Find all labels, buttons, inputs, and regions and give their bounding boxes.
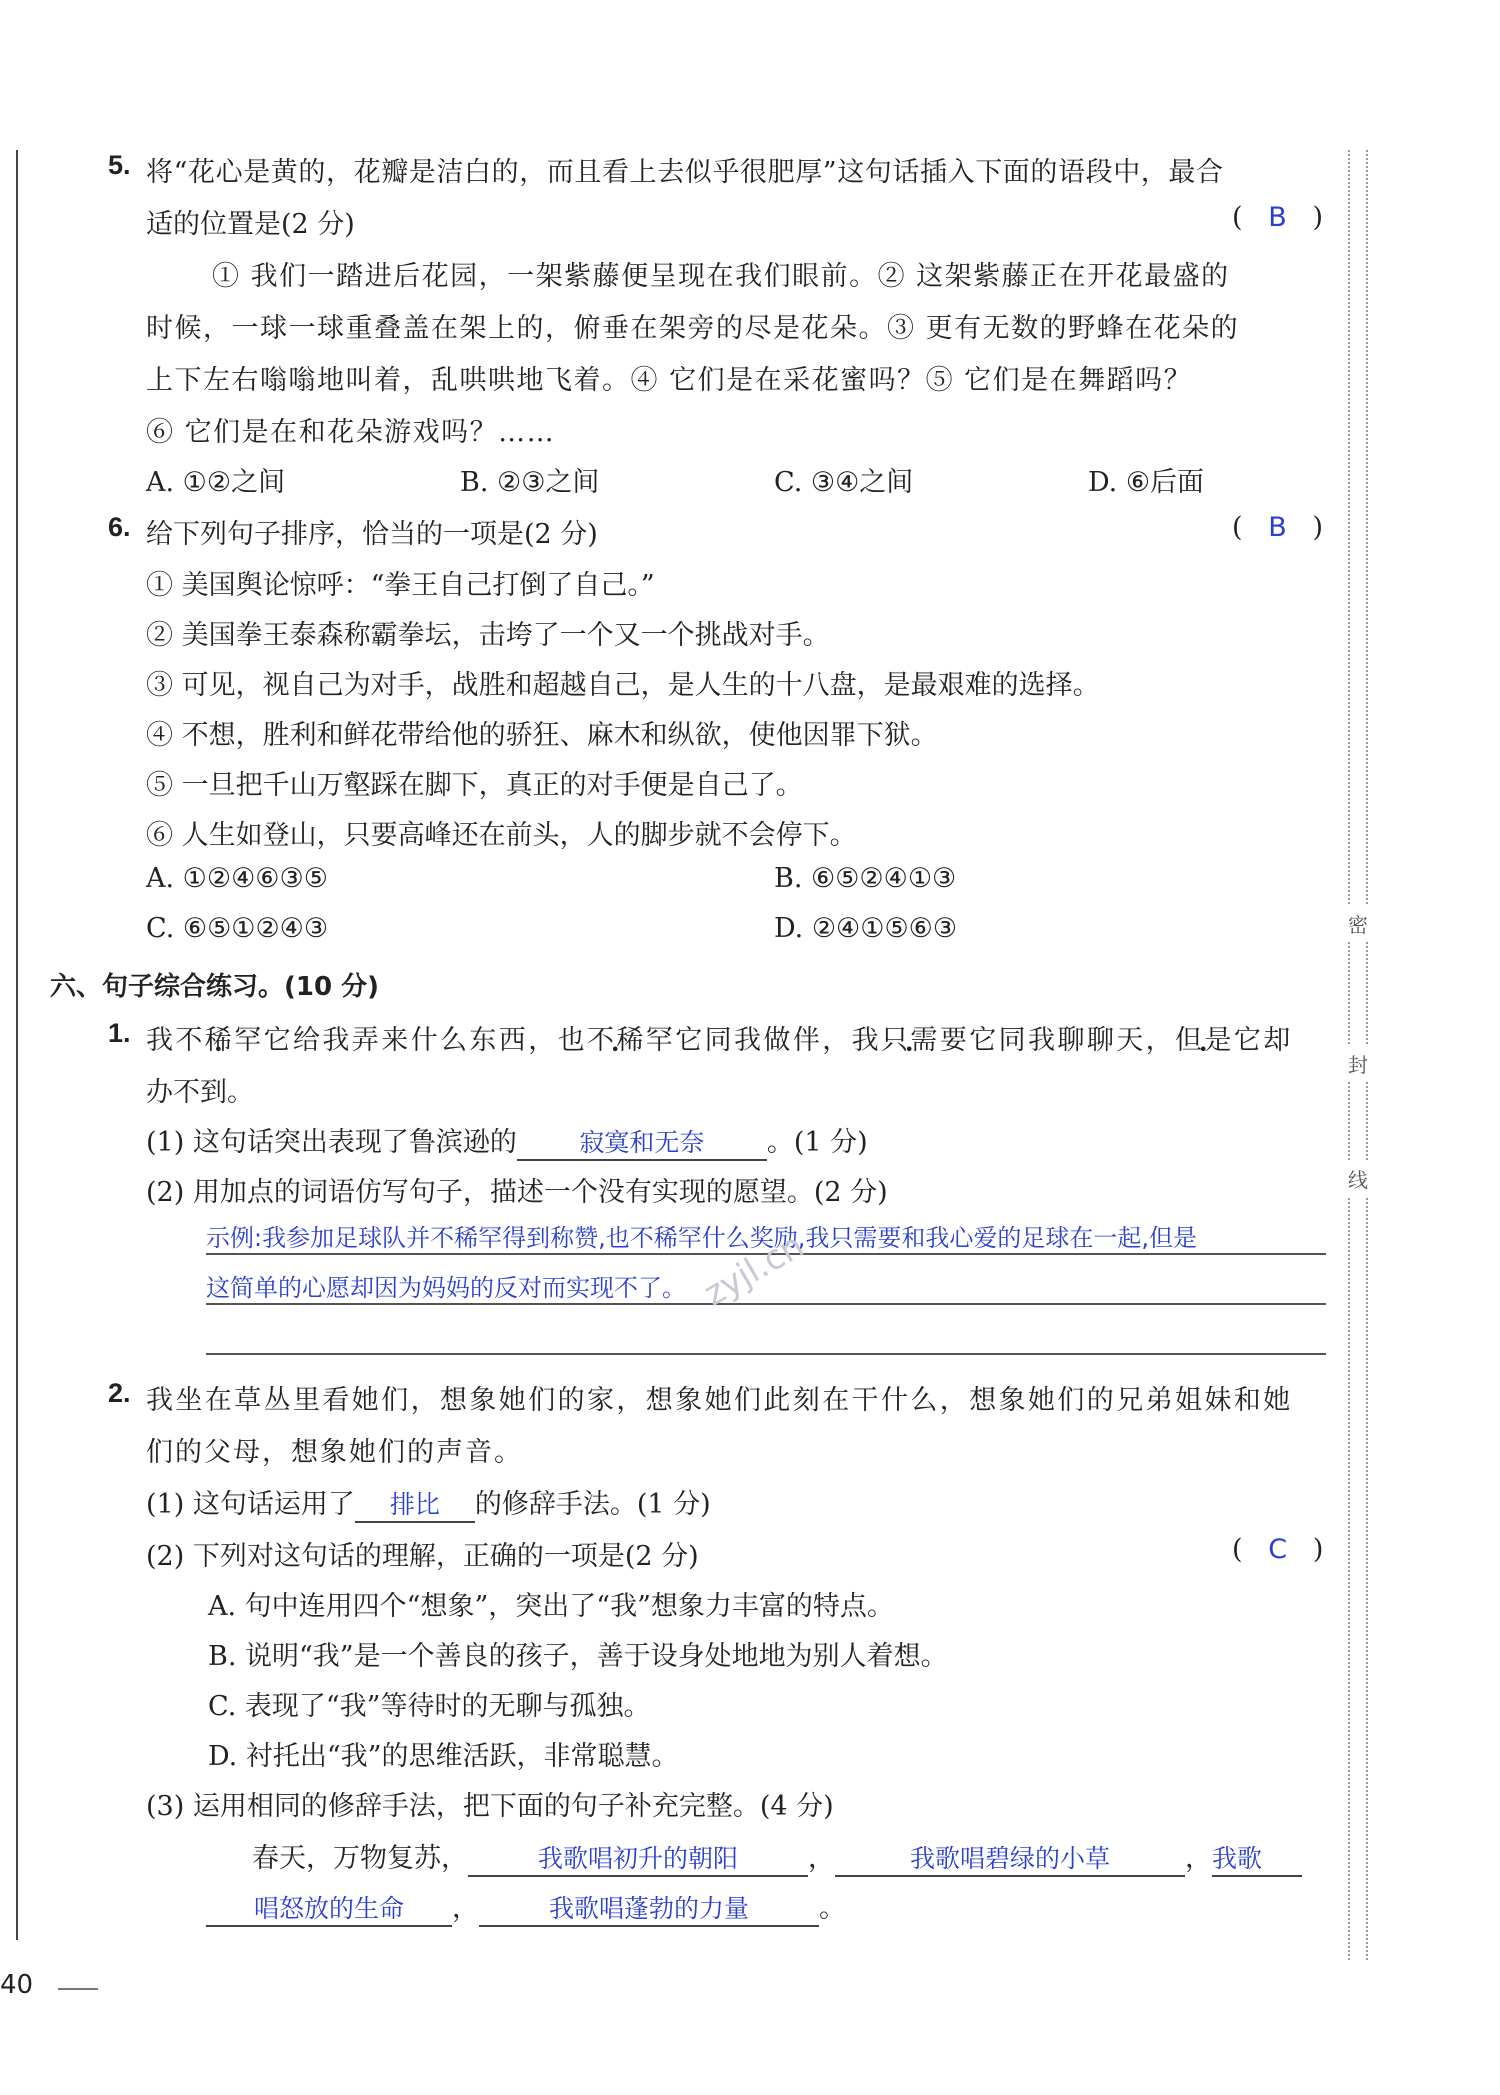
s6q2-answer: C (1268, 1534, 1288, 1565)
s6q1-text-i: 它却 (1233, 1025, 1293, 1056)
q5-answer: B (1268, 202, 1287, 233)
q6-stem: 给下列句子排序，恰当的一项是(2 分) (146, 519, 598, 550)
s6q1-sub2: (2) 用加点的词语仿写句子，描述一个没有实现的愿望。(2 分) (146, 1177, 888, 1208)
s6q2-sub3-line1 (252, 1836, 1302, 1877)
q5-option-b: B. ②③之间 (460, 467, 600, 498)
q5-option-c: C. ③④之间 (774, 467, 914, 498)
binding-char-xian: 线 (1343, 1160, 1373, 1197)
q6-sentence-1: ① 美国舆论惊呼：“拳王自己打倒了自己。” (146, 570, 655, 601)
q5-para-line4: ⑥ 它们是在和花朵游戏吗？…… (146, 417, 556, 448)
s6q1-sub1-answer[interactable]: 寂寞和无奈 (517, 1123, 767, 1161)
s6q2-option-d: D. 衬托出“我”的思维活跃，非常聪慧。 (208, 1741, 679, 1772)
page-number-rule (58, 1988, 98, 1990)
q5-number: 5. (108, 150, 131, 180)
q5-answer-bracket: ( B ) (1232, 202, 1324, 233)
s6q2-sub1-prompt: (1) 这句话运用了 (146, 1489, 355, 1520)
q6-option-b: B. ⑥⑤②④①③ (774, 863, 957, 894)
s6q2-sub1 (146, 1482, 711, 1523)
s6q1-text-a: 我 (146, 1025, 176, 1056)
s6q1-emph-wozhixuyao: 我只需要 (851, 1025, 970, 1056)
s6q2-number: 2. (108, 1378, 131, 1408)
s6q1-answer-rule-3 (206, 1353, 1326, 1355)
q5-para-line2: 时候，一球一球重叠盖在架上的，俯垂在架旁的尽是花朵。③ 更有无数的野蜂在花朵的 (146, 313, 1240, 344)
s6q1-sub1-score: 。(1 分) (766, 1127, 868, 1158)
s6q2-period: 。 (819, 1893, 846, 1924)
s6q1-line1 (146, 1018, 1293, 1057)
watermark: zyjl.cn (697, 1225, 811, 1315)
s6q2-comma-2: ， (1185, 1843, 1212, 1874)
page-number: 40 (0, 1970, 34, 2000)
q5-stem-line1: 将“花心是黄的，花瓣是洁白的，而且看上去似乎很肥厚”这句话插入下面的语段中，最合 (146, 157, 1224, 188)
s6q1-sub2-answer-line2[interactable]: 这简单的心愿却因为妈妈的反对而实现不了。 (206, 1274, 686, 1302)
q6-answer: B (1268, 512, 1287, 543)
s6q2-option-c: C. 表现了“我”等待时的无聊与孤独。 (208, 1691, 651, 1722)
q6-option-a: A. ①②④⑥③⑤ (146, 863, 328, 894)
s6q2-sub3-answer-3a[interactable]: 我歌 (1212, 1839, 1302, 1877)
q6-sentence-2: ② 美国拳王泰森称霸拳坛，击垮了一个又一个挑战对手。 (146, 620, 830, 651)
left-margin-line (16, 150, 18, 1940)
q6-answer-bracket: ( B ) (1232, 512, 1324, 543)
q6-option-d: D. ②④①⑤⑥③ (774, 913, 958, 944)
q6-sentence-3: ③ 可见，视自己为对手，战胜和超越自己，是人生的十八盘，是最艰难的选择。 (146, 670, 1100, 701)
s6q2-sub3-answer-4[interactable]: 我歌唱蓬勃的力量 (479, 1889, 819, 1927)
s6q1-answer-rule-2 (206, 1303, 1326, 1305)
s6q2-answer-bracket: ( C ) (1232, 1534, 1324, 1565)
s6q2-sub3-answer-1[interactable]: 我歌唱初升的朝阳 (468, 1839, 808, 1877)
s6q2-line2: 们的父母，想象她们的声音。 (146, 1437, 523, 1468)
binding-char-feng: 封 (1343, 1045, 1373, 1082)
q6-option-c: C. ⑥⑤①②④③ (146, 913, 329, 944)
section-6-title: 六、句子综合练习。(10 分) (50, 972, 379, 1002)
s6q2-sub3-answer-2[interactable]: 我歌唱碧绿的小草 (835, 1839, 1185, 1877)
s6q2-sub3-answer-3b[interactable]: 唱怒放的生命 (206, 1889, 452, 1927)
q5-option-d: D. ⑥后面 (1088, 467, 1205, 498)
q5-option-a: A. ①②之间 (146, 467, 286, 498)
s6q1-sub2-answer-line1[interactable]: 示例:我参加足球队并不稀罕得到称赞,也不稀罕什么奖励,我只需要和我心爱的足球在一起,但是 (206, 1224, 1197, 1252)
s6q1-text-c: 它给我弄来什么东西， (263, 1025, 558, 1056)
s6q2-sub3-line2 (206, 1886, 846, 1927)
s6q2-comma-3: ， (452, 1893, 479, 1924)
q6-number: 6. (108, 512, 131, 542)
q6-sentence-5: ⑤ 一旦把千山万壑踩在脚下，真正的对手便是自己了。 (146, 770, 803, 801)
s6q2-option-a: A. 句中连用四个“想象”，突出了“我”想象力丰富的特点。 (208, 1591, 894, 1622)
s6q1-sub1-prompt: (1) 这句话突出表现了鲁滨逊的 (146, 1127, 517, 1158)
binding-char-mi: 密 (1343, 905, 1373, 942)
q5-stem-line2: 适的位置是(2 分) (146, 209, 355, 240)
s6q1-text-e: 它同我做伴， (675, 1025, 852, 1056)
q6-sentence-6: ⑥ 人生如登山，只要高峰还在前头，人的脚步就不会停下。 (146, 820, 857, 851)
s6q2-sub3: (3) 运用相同的修辞手法，把下面的句子补充完整。(4 分) (146, 1791, 834, 1822)
s6q2-sub1-score: 的修辞手法。(1 分) (474, 1489, 711, 1520)
q5-para-line3: 上下左右嗡嗡地叫着，乱哄哄地飞着。④ 它们是在采花蜜吗？⑤ 它们是在舞蹈吗？ (146, 365, 1193, 396)
s6q1-number: 1. (108, 1018, 131, 1048)
s6q1-line2: 办不到。 (146, 1077, 254, 1108)
q5-para-line1: ① 我们一踏进后花园，一架紫藤便呈现在我们眼前。② 这架紫藤正在开花最盛的 (212, 261, 1230, 292)
s6q2-sub3-prefix: 春天，万物复苏， (252, 1843, 468, 1874)
s6q1-emph-danshi: 但是 (1175, 1025, 1234, 1056)
s6q1-emph-buxihan: 不稀罕 (175, 1025, 264, 1056)
s6q2-sub2: (2) 下列对这句话的理解，正确的一项是(2 分) (146, 1541, 699, 1572)
s6q1-sub1 (146, 1120, 868, 1161)
s6q1-text-g: 它同我聊聊天， (969, 1025, 1176, 1056)
s6q2-sub1-answer[interactable]: 排比 (355, 1485, 475, 1523)
q6-sentence-4: ④ 不想，胜利和鲜花带给他的骄狂、麻木和纵欲，使他因罪下狱。 (146, 720, 938, 751)
s6q1-emph-yebuxihan: 也不稀罕 (557, 1025, 676, 1056)
s6q2-option-b: B. 说明“我”是一个善良的孩子，善于设身处地地为别人着想。 (208, 1641, 948, 1672)
s6q2-comma-1: ， (808, 1843, 835, 1874)
s6q2-line1: 我坐在草丛里看她们，想象她们的家，想象她们此刻在干什么，想象她们的兄弟姐妹和她 (146, 1385, 1293, 1416)
